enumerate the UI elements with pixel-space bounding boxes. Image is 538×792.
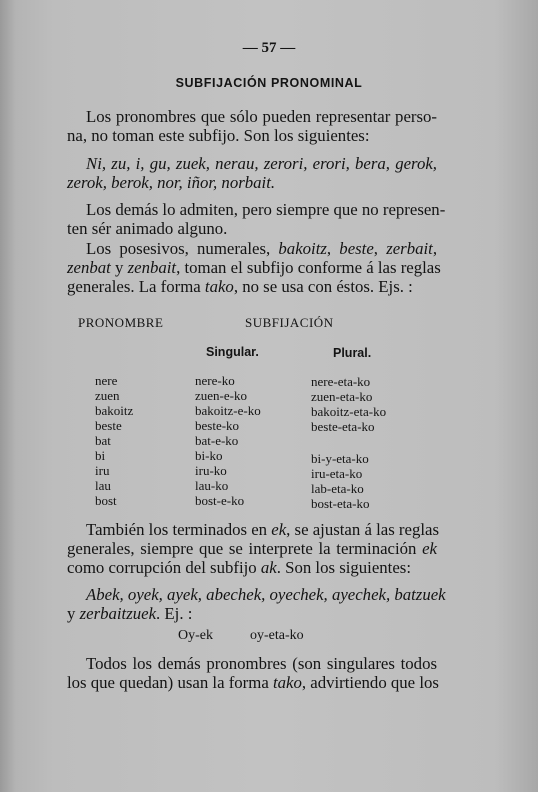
table-cell-plural: nere-eta-ko	[311, 374, 371, 389]
section-title: SUBFIJACIÓN PRONOMINAL	[175, 76, 363, 90]
table-cell-pronombre: iru	[95, 463, 110, 478]
pronoun-list-line-2: zerok, berok, nor, iñor, norbait.	[67, 173, 276, 192]
paragraph-2-line-1: Los demás lo admiten, pero siempre que no represen-	[86, 200, 446, 219]
table-cell-plural: bi-y-eta-ko	[311, 451, 369, 466]
pronoun-list-line-1: Ni, zu, i, gu, zuek, nerau, zerori, erori, bera, gerok,	[86, 154, 437, 173]
paragraph-2-line-2: ten sér animado alguno.	[67, 219, 228, 238]
pronoun-list-2-line-2: y zerbaitzuek. Ej. :	[67, 604, 193, 623]
table-cell-singular: bat-e-ko	[195, 433, 239, 448]
paragraph-3-line-1: Los posesivos, numerales, bakoitz, beste, zerbait,	[86, 239, 438, 258]
table-cell-plural: beste-eta-ko	[311, 419, 375, 434]
pronoun-list-2-line-1: Abek, oyek, ayek, abechek, oyechek, ayechek, batzuek	[86, 585, 446, 604]
table-cell-plural: bakoitz-eta-ko	[311, 404, 387, 419]
table-cell-singular: lau-ko	[195, 478, 229, 493]
table-cell-pronombre: bi	[95, 448, 106, 463]
table-cell-plural: iru-eta-ko	[311, 466, 363, 481]
paragraph-4-line-3: como corrupción del subfijo ak. Son los siguientes:	[67, 558, 411, 577]
paragraph-3-line-2: zenbat y zenbait, toman el subfijo conforme á las reglas	[67, 258, 441, 277]
table-cell-singular: iru-ko	[195, 463, 227, 478]
example-plural: oy-eta-ko	[250, 628, 304, 643]
example-singular: Oy-ek	[178, 628, 213, 643]
table-cell-pronombre: beste	[95, 418, 122, 433]
table-cell-singular: bakoitz-e-ko	[195, 403, 261, 418]
table-cell-singular: zuen-e-ko	[195, 388, 247, 403]
paragraph-5-line-2: los que quedan) usan la forma tako, advirtiendo que los	[67, 673, 439, 692]
table-cell-pronombre: lau	[95, 478, 111, 493]
table-cell-singular: bi-ko	[195, 448, 223, 463]
table-cell-pronombre: zuen	[95, 388, 120, 403]
table-header-singular: Singular.	[206, 345, 259, 359]
paragraph-5-line-1: Todos los demás pronombres (son singulares todos	[86, 654, 437, 673]
table-cell-pronombre: bost	[95, 493, 117, 508]
table-cell-pronombre: bakoitz	[95, 403, 134, 418]
paragraph-1-line-1: Los pronombres que sólo pueden representar perso-	[86, 107, 437, 126]
table-cell-singular: bost-e-ko	[195, 493, 245, 508]
table-cell-plural: bost-eta-ko	[311, 496, 370, 511]
table-cell-pronombre: bat	[95, 433, 111, 448]
table-cell-plural: lab-eta-ko	[311, 481, 364, 496]
table-header-subfijacion: SUBFIJACIÓN	[245, 315, 334, 330]
table-header-plural: Plural.	[333, 346, 372, 360]
table-cell-pronombre: nere	[95, 373, 118, 388]
table-header-pronombre: PRONOMBRE	[78, 315, 164, 330]
paragraph-3-line-3: generales. La forma tako, no se usa con éstos. Ejs. :	[67, 277, 413, 296]
page-number: — 57 —	[242, 40, 296, 56]
paragraph-4-line-1: También los terminados en ek, se ajustan á las reglas	[86, 520, 439, 539]
paragraph-1-line-2: na, no toman este subfijo. Son los siguientes:	[67, 126, 370, 145]
table-cell-singular: beste-ko	[195, 418, 240, 433]
table-cell-singular: nere-ko	[195, 373, 235, 388]
table-cell-plural: zuen-eta-ko	[311, 389, 373, 404]
paragraph-4-line-2: generales, siempre que se interprete la terminación ek	[67, 539, 437, 558]
